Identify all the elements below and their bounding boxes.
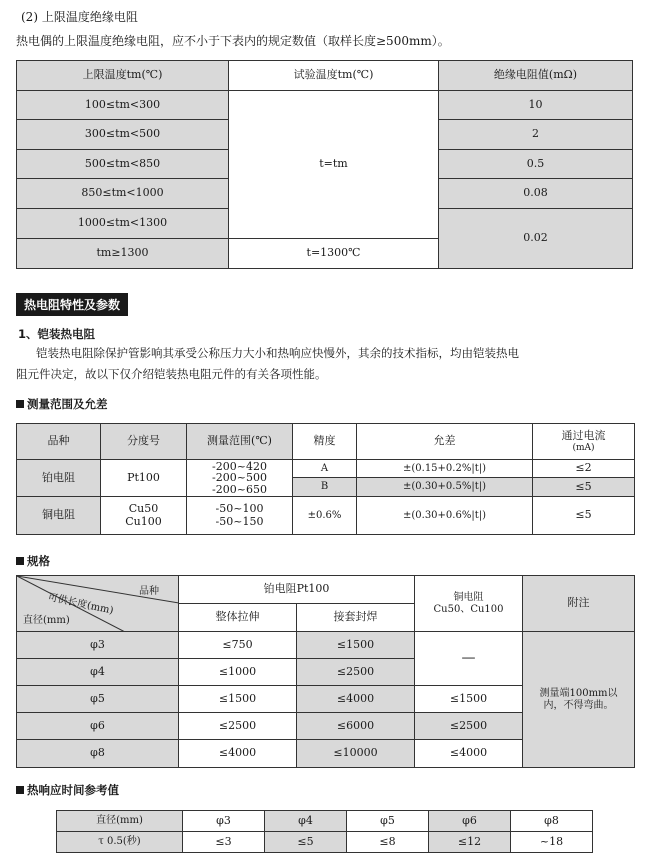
- diagonal-header-cell: [17, 576, 179, 632]
- cu-dash: —: [415, 632, 523, 686]
- sleeve-length: ≤10000: [297, 740, 415, 768]
- sub-header-integral: 整体拉伸: [179, 604, 297, 632]
- integral-length: ≤2500: [179, 713, 297, 740]
- spec-table: [16, 575, 635, 768]
- header-current-label: 通过电流: [561, 429, 606, 442]
- range-title-text: 测量范围及允差: [27, 397, 108, 411]
- header-current: [533, 424, 635, 460]
- integral-length: ≤750: [179, 632, 297, 659]
- response-label-diameter: 直径(mm): [57, 811, 183, 832]
- pt-tolerance-b: ±(0.30+0.5%|t|): [357, 478, 533, 497]
- integral-length: ≤1000: [179, 659, 297, 686]
- resistance-cell: 10: [439, 91, 633, 120]
- sleeve-length: ≤4000: [297, 686, 415, 713]
- upper-temp-cell: 1000≤tm<1300: [17, 209, 229, 239]
- cu-tolerance: ±(0.30+0.6%|t|): [357, 497, 533, 535]
- note-cell: 测量端100mm以 内，不得弯曲。: [523, 632, 635, 768]
- header-current-unit: (mA): [572, 442, 595, 453]
- integral-length: ≤1500: [179, 686, 297, 713]
- resistance-cell: 0.08: [439, 179, 633, 209]
- response-time: ≤3: [183, 832, 265, 853]
- upper-temp-cell: 850≤tm<1000: [17, 179, 229, 209]
- header-resistance: 绝缘电阻值(mΩ): [439, 61, 633, 91]
- response-diameter: φ6: [429, 811, 511, 832]
- response-table: [56, 810, 593, 853]
- section-title-armored-rtd: 1、铠装热电阻: [18, 327, 96, 341]
- section-title-spec: [16, 553, 50, 569]
- note-header: 附注: [523, 576, 635, 632]
- pt-current-a: ≤2: [533, 460, 635, 478]
- cu-accuracy: ±0.6%: [293, 497, 357, 535]
- cu-length: ≤4000: [415, 740, 523, 768]
- spec-title-text: 规格: [27, 554, 50, 568]
- cu-grade: Cu50 Cu100: [101, 497, 187, 535]
- diag-label-diameter: 直径(mm): [23, 615, 70, 626]
- diameter-cell: φ6: [17, 713, 179, 740]
- diameter-cell: φ3: [17, 632, 179, 659]
- response-time: ≤12: [429, 832, 511, 853]
- paragraph-line-1: 铠装热电阻除保护管影响其承受公称压力大小和热响应快慢外，其余的技术指标，均由铠装热电: [36, 346, 519, 360]
- upper-temp-cell: 500≤tm<850: [17, 150, 229, 179]
- square-bullet-icon: [16, 786, 24, 794]
- diameter-cell: φ4: [17, 659, 179, 686]
- cu-current: ≤5: [533, 497, 635, 535]
- range-table: [16, 423, 635, 535]
- cu-name: 铜电阻: [17, 497, 101, 535]
- diameter-cell: φ8: [17, 740, 179, 768]
- pt-grade: Pt100: [101, 460, 187, 497]
- square-bullet-icon: [16, 557, 24, 565]
- header-test-temp: 试验温度tm(℃): [229, 61, 439, 91]
- response-time: ~18: [511, 832, 593, 853]
- sleeve-length: ≤1500: [297, 632, 415, 659]
- section-heading-insulation: (2) 上限温度绝缘电阻: [21, 10, 138, 24]
- header-upper-temp: 上限温度tm(℃): [17, 61, 229, 91]
- response-label-time: τ 0.5(秒): [57, 832, 183, 853]
- sleeve-length: ≤2500: [297, 659, 415, 686]
- section-banner: 热电阻特性及参数: [16, 293, 128, 316]
- header-range: 测量范围(℃): [187, 424, 293, 460]
- pt-tolerance-a: ±(0.15+0.2%|t|): [357, 460, 533, 478]
- pt-accuracy-b: B: [293, 478, 357, 497]
- response-diameter: φ8: [511, 811, 593, 832]
- diag-label-length: 可供长度(mm): [46, 592, 115, 617]
- upper-temp-cell: 100≤tm<300: [17, 91, 229, 120]
- upper-temp-cell: tm≥1300: [17, 239, 229, 269]
- cu-length: ≤2500: [415, 713, 523, 740]
- pt-range: -200~420 -200~500 -200~650: [187, 460, 293, 497]
- pt-header: 铂电阻Pt100: [179, 576, 415, 604]
- response-diameter: φ3: [183, 811, 265, 832]
- header-grade: 分度号: [101, 424, 187, 460]
- upper-temp-cell: 300≤tm<500: [17, 120, 229, 150]
- test-temp-cell-last: t=1300℃: [229, 239, 439, 269]
- pt-name: 铂电阻: [17, 460, 101, 497]
- section-title-response: [16, 782, 119, 798]
- sub-header-sleeve: 接套封焊: [297, 604, 415, 632]
- cu-header: 铜电阻 Cu50、Cu100: [415, 576, 523, 632]
- diag-label-variety: 品种: [139, 586, 159, 597]
- header-accuracy: 精度: [293, 424, 357, 460]
- pt-current-b: ≤5: [533, 478, 635, 497]
- response-time: ≤8: [347, 832, 429, 853]
- paragraph-line-2: 阻元件决定，故以下仅介绍铠装热电阻元件的有关各项性能。: [16, 367, 327, 381]
- cu-length: ≤1500: [415, 686, 523, 713]
- response-time: ≤5: [265, 832, 347, 853]
- pt-accuracy-a: A: [293, 460, 357, 478]
- diameter-cell: φ5: [17, 686, 179, 713]
- cu-range: -50~100 -50~150: [187, 497, 293, 535]
- integral-length: ≤4000: [179, 740, 297, 768]
- intro-text: 热电偶的上限温度绝缘电阻，应不小于下表内的规定数值（取样长度≥500mm）。: [16, 34, 450, 48]
- square-bullet-icon: [16, 400, 24, 408]
- sleeve-length: ≤6000: [297, 713, 415, 740]
- insulation-table: [16, 60, 633, 269]
- response-diameter: φ4: [265, 811, 347, 832]
- section-title-range: [16, 396, 108, 412]
- response-title-text: 热响应时间参考值: [27, 783, 119, 797]
- test-temp-cell: t=tm: [229, 91, 439, 239]
- resistance-cell: 2: [439, 120, 633, 150]
- response-diameter: φ5: [347, 811, 429, 832]
- resistance-cell: 0.02: [439, 209, 633, 269]
- header-tolerance: 允差: [357, 424, 533, 460]
- header-variety: 品种: [17, 424, 101, 460]
- resistance-cell: 0.5: [439, 150, 633, 179]
